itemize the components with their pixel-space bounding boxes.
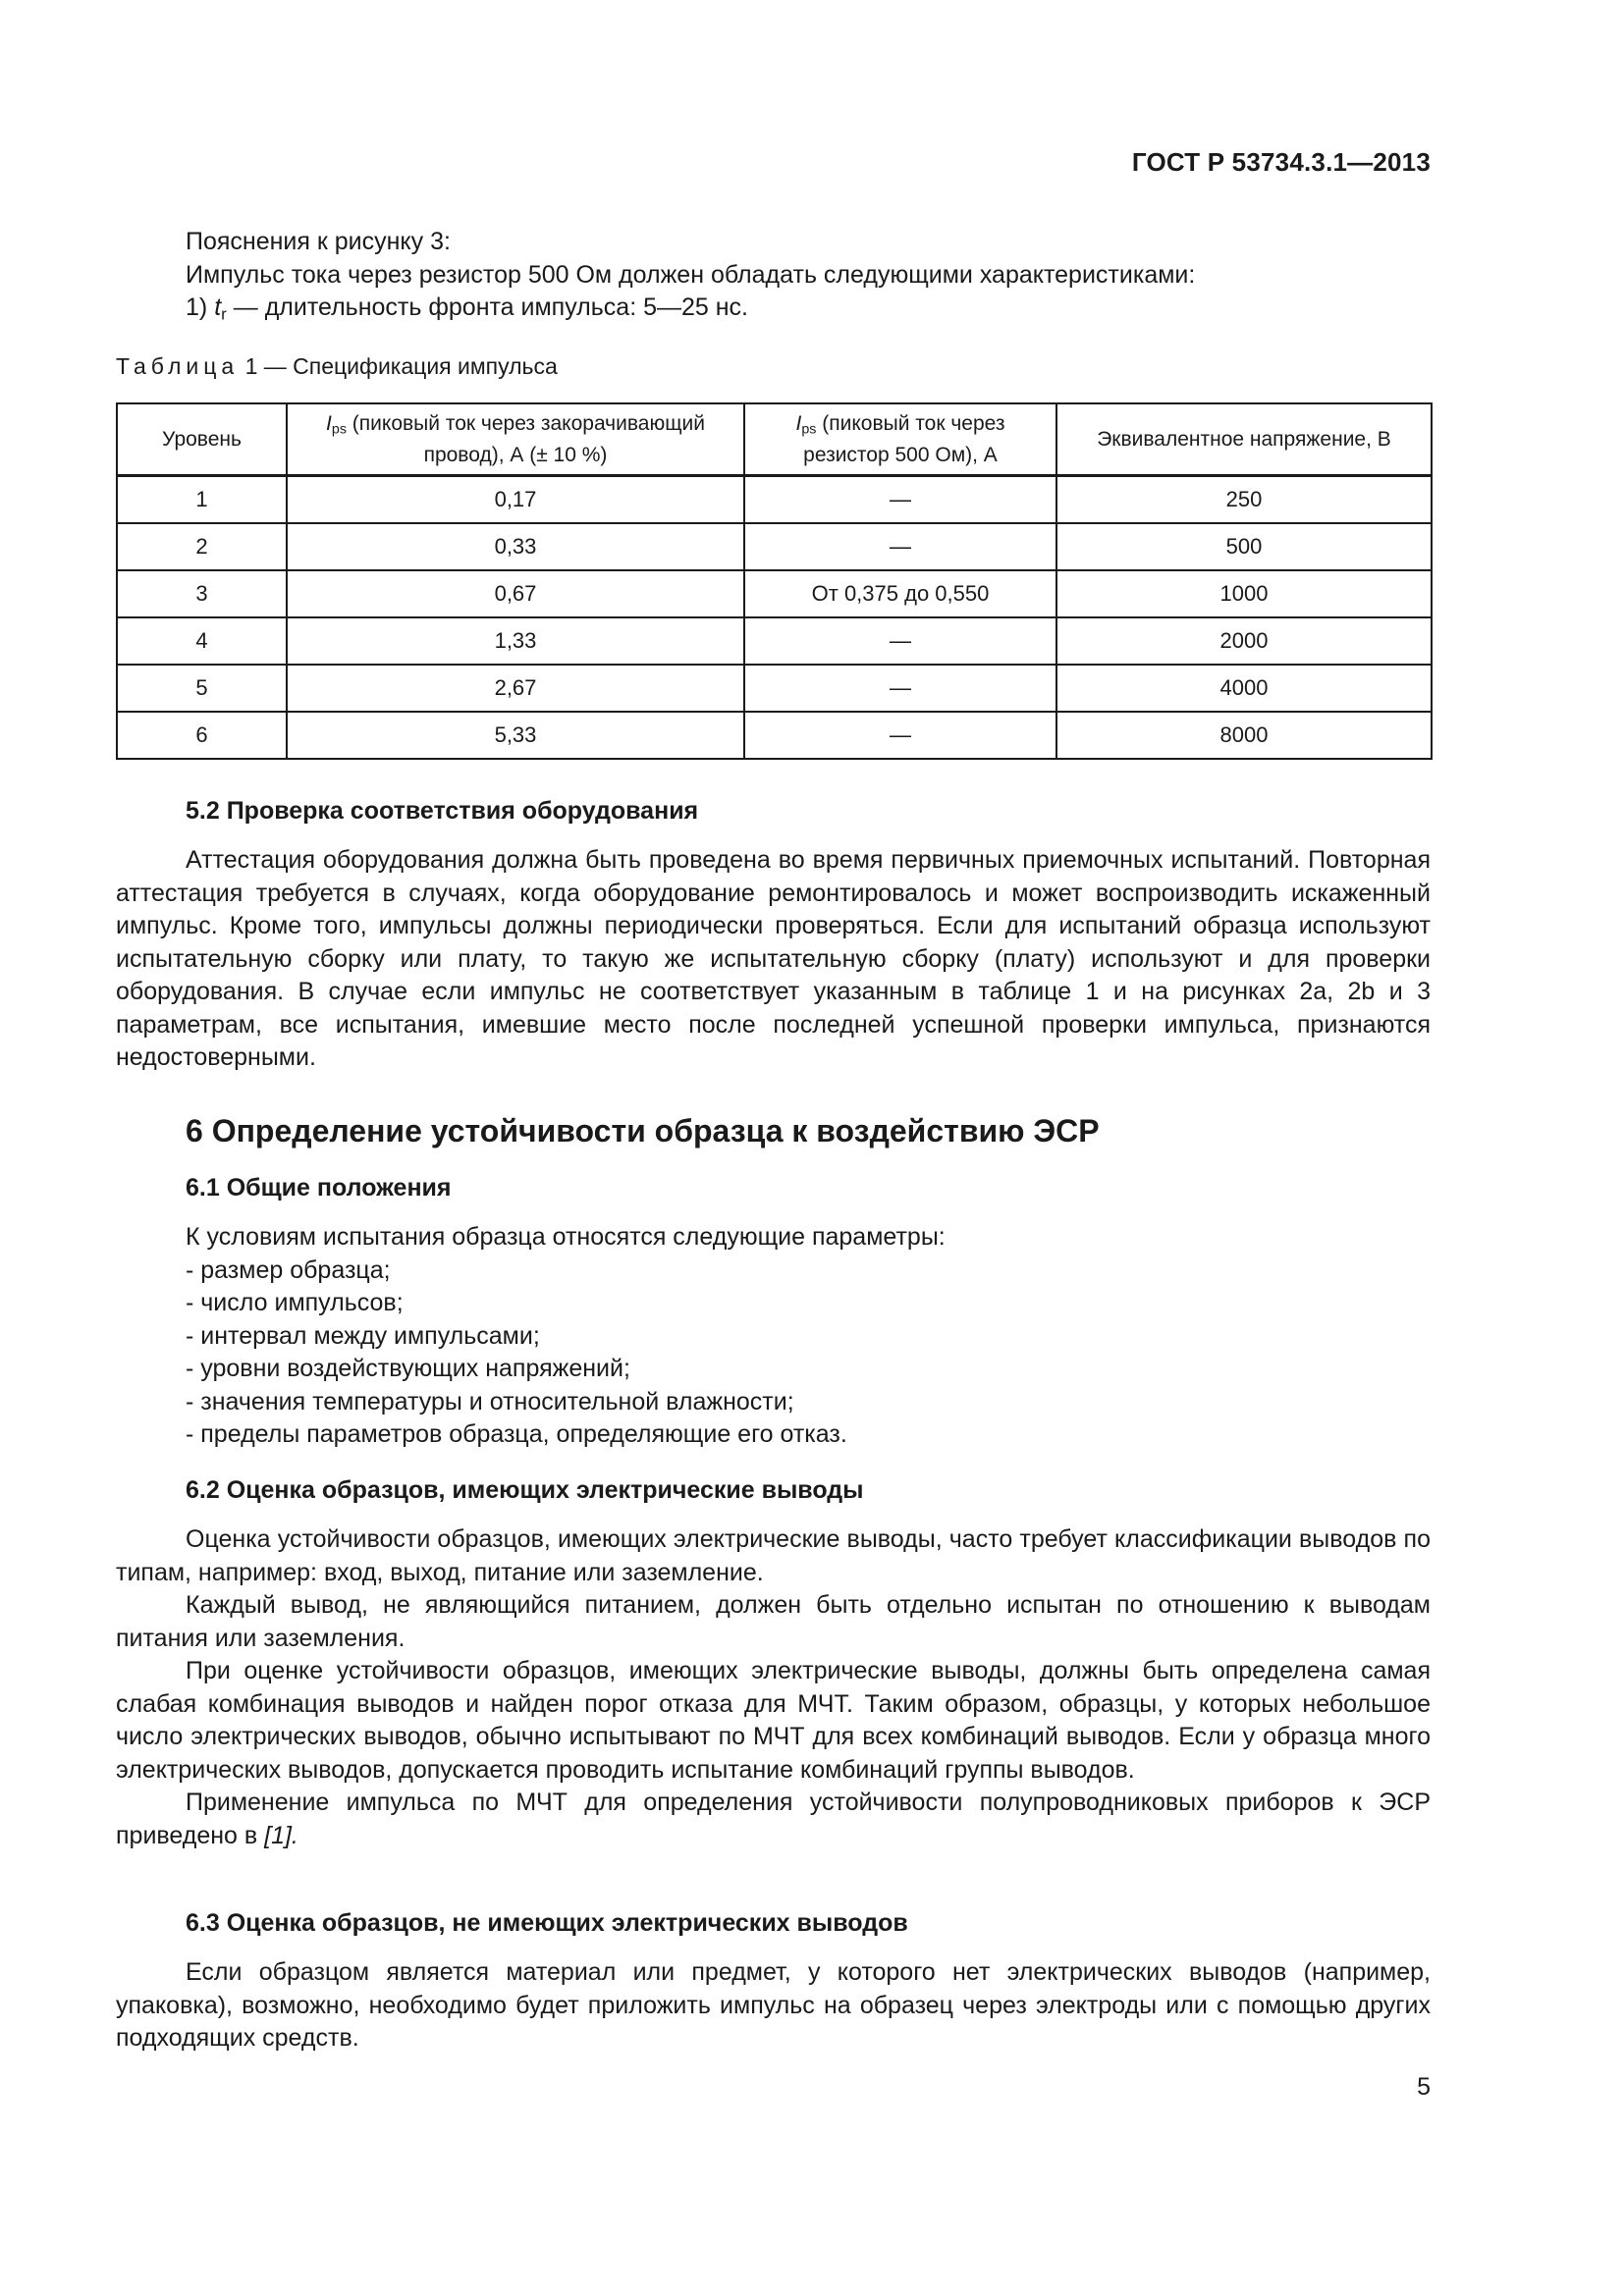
- list-item: - значения температуры и относительной влажности;: [186, 1387, 794, 1415]
- section-6-3-heading-wrap: [116, 1909, 1431, 1938]
- section-6-3-heading: 6.3 Оценка образцов, не имеющих электрических выводов: [186, 1909, 908, 1937]
- list-item: - интервал между импульсами;: [186, 1321, 540, 1350]
- section-6-2-body: [116, 1523, 1431, 1852]
- section-6-3-body: [116, 1956, 1431, 2056]
- cell-ips-resistor: От 0,375 до 0,550: [744, 570, 1056, 617]
- table-row: [117, 523, 1432, 570]
- cell-level: 3: [117, 570, 287, 617]
- cell-voltage: 500: [1056, 523, 1432, 570]
- cell-level: 1: [117, 476, 287, 524]
- table-row: [117, 617, 1432, 665]
- section-6-2-paragraph: Применение импульса по МЧТ для определения устойчивости полупроводниковых приборов к ЭСР приведено в [1].: [116, 1789, 1431, 1849]
- table-row: [117, 476, 1432, 524]
- cell-ips-short: 0,17: [287, 476, 744, 524]
- table-header-row: [117, 403, 1432, 476]
- section-6-2-heading: 6.2 Оценка образцов, имеющих электрические выводы: [186, 1476, 864, 1504]
- section-6-1-intro: К условиям испытания образца относятся следующие параметры:: [186, 1223, 946, 1251]
- cell-ips-resistor: —: [744, 523, 1056, 570]
- section-5-2-paragraph: Аттестация оборудования должна быть проведена во время первичных приемочных испытаний. Повторная аттестация требуется в случаях, когда оборудование ремонтировалось и может воспроизводить искаженный импульс. Кроме того, импульсы должны периодически проверяться. Если для испытаний образца используют испытательную сборку или плату, то такую же испытательную сборку (плату) используют и для проверки оборудования. В случае если импульс не соответствует указанным в таблице 1 и на рисунках 2a, 2b и 3 параметрам, все испытания, имевшие место после последней успешной проверки импульса, признаются недостоверными.: [116, 846, 1431, 1071]
- section-6-heading-wrap: [116, 1113, 1431, 1149]
- section-6-2-paragraph: При оценке устойчивости образцов, имеющих электрические выводы, должны быть определена самая слабая комбинация выводов и найден порог отказа для МЧТ. Таким образом, образцы, у которых небольшое число электрических выводов, обычно испытывают по МЧТ для всех комбинаций выводов. Если у образца много электрических выводов, допускается проводить испытание комбинаций группы выводов.: [116, 1657, 1431, 1784]
- header-ips-resistor: $I_{ps}$ (пиковый ток через резистор 500 Ом), А: [744, 403, 1056, 476]
- cell-ips-resistor: —: [744, 617, 1056, 665]
- document-code: ГОСТ Р 53734.3.1—2013: [1131, 147, 1431, 177]
- cell-voltage: 4000: [1056, 665, 1432, 712]
- section-6-3-paragraph: Если образцом является материал или предмет, у которого нет электрических выводов (например, упаковка), возможно, необходимо будет приложить импульс на образец через электроды или с помощью других подходящих средств.: [116, 1958, 1431, 2052]
- cell-voltage: 1000: [1056, 570, 1432, 617]
- section-6-2-paragraph: Оценка устойчивости образцов, имеющих электрические выводы, часто требует классификации выводов по типам, например: вход, выход, питание или заземление.: [116, 1525, 1431, 1586]
- section-6-heading: 6 Определение устойчивости образца к воздействию ЭСР: [186, 1113, 1100, 1148]
- list-item: - размер образца;: [186, 1255, 391, 1284]
- header-level: Уровень: [117, 403, 287, 476]
- section-5-2-heading: 5.2 Проверка соответствия оборудования: [186, 797, 699, 825]
- cell-level: 2: [117, 523, 287, 570]
- section-5-2-heading-wrap: [116, 797, 1431, 826]
- header-ips-short: $I_{ps}$ (пиковый ток через закорачивающий провод), А (± 10 %): [287, 403, 744, 476]
- section-6-1-heading: 6.1 Общие положения: [186, 1174, 452, 1201]
- section-6-1-heading-wrap: [116, 1174, 1431, 1202]
- reference-link: [1].: [264, 1821, 298, 1849]
- explanation-line: Импульс тока через резистор 500 Ом должен обладать следующими характеристиками:: [186, 260, 1196, 289]
- table-row: [117, 570, 1432, 617]
- cell-ips-resistor: —: [744, 712, 1056, 759]
- table-caption: Таблица 1 — Спецификация импульса: [116, 353, 558, 379]
- cell-ips-short: 1,33: [287, 617, 744, 665]
- explanation-item: 1) $t_r$ — длительность фронта импульса: 5—25 нс.: [186, 294, 748, 324]
- table-row: [117, 665, 1432, 712]
- explanation-title: Пояснения к рисунку 3:: [186, 228, 451, 255]
- cell-voltage: 2000: [1056, 617, 1432, 665]
- header-voltage: Эквивалентное напряжение, В: [1056, 403, 1432, 476]
- table-row: [117, 712, 1432, 759]
- cell-level: 5: [117, 665, 287, 712]
- page-number: 5: [1417, 2073, 1431, 2101]
- cell-voltage: 8000: [1056, 712, 1432, 759]
- cell-ips-resistor: —: [744, 665, 1056, 712]
- cell-level: 6: [117, 712, 287, 759]
- cell-level: 4: [117, 617, 287, 665]
- cell-ips-short: 5,33: [287, 712, 744, 759]
- document-page: [116, 0, 1431, 2296]
- cell-ips-short: 0,33: [287, 523, 744, 570]
- pulse-spec-table: [116, 402, 1433, 760]
- list-item: - уровни воздействующих напряжений;: [186, 1355, 630, 1382]
- cell-ips-resistor: —: [744, 476, 1056, 524]
- section-6-2-heading-wrap: [116, 1476, 1431, 1505]
- section-6-2-paragraph: Каждый вывод, не являющийся питанием, должен быть отдельно испытан по отношению к выводам питания или заземления.: [116, 1591, 1431, 1652]
- cell-ips-short: 0,67: [287, 570, 744, 617]
- list-item: - число импульсов;: [186, 1289, 404, 1316]
- section-5-2-body: [116, 844, 1431, 1075]
- section-6-1-body: [116, 1221, 1431, 1452]
- cell-ips-short: 2,67: [287, 665, 744, 712]
- list-item: - пределы параметров образца, определяющие его отказ.: [186, 1420, 847, 1448]
- figure-explanation: [116, 226, 1431, 331]
- cell-voltage: 250: [1056, 476, 1432, 524]
